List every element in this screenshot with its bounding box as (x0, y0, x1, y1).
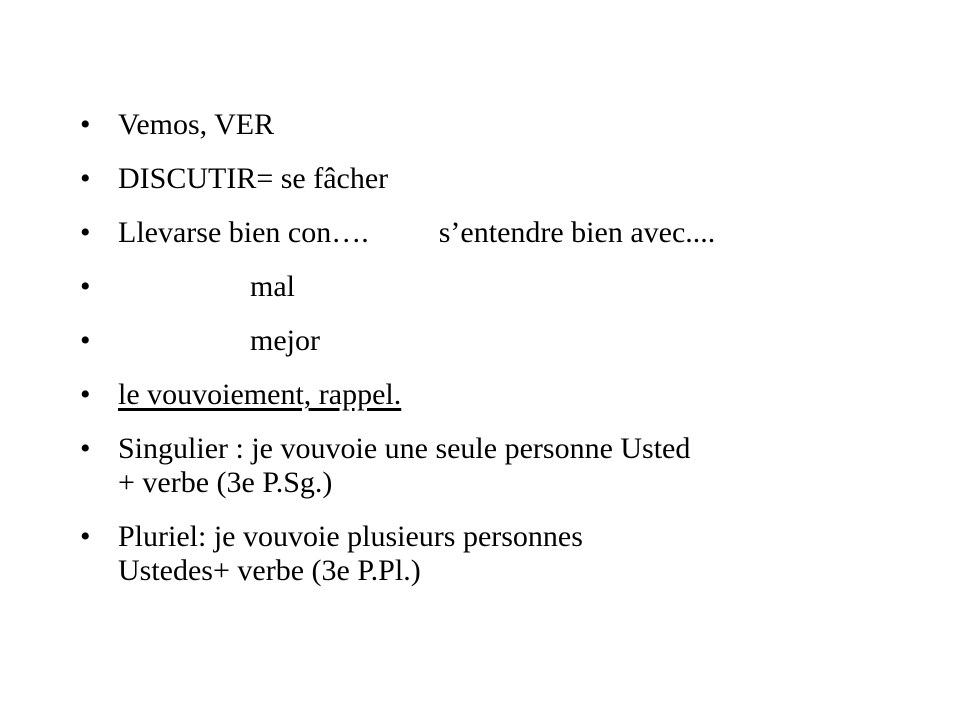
bullet-marker: • (80, 216, 91, 249)
item-text-line1: Pluriel: je vouvoie plusieurs personnes (118, 520, 583, 553)
list-item (80, 162, 900, 196)
list-item (80, 520, 900, 588)
bullet-marker: • (80, 108, 91, 141)
list-item (80, 108, 900, 142)
item-text-left: Llevarse bien con…. (118, 216, 369, 249)
item-text: mal (250, 270, 295, 303)
item-text-line1: Singulier : je vouvoie une seule personne Usted (118, 432, 691, 465)
bullet-marker: • (80, 162, 91, 195)
item-text: Vemos, VER (118, 108, 275, 141)
item-text-underlined: le vouvoiement, rappel. (118, 378, 402, 411)
item-text: mejor (250, 324, 320, 357)
bullet-marker: • (80, 432, 91, 465)
list-item (80, 432, 900, 500)
list-item (80, 216, 900, 250)
bullet-marker: • (80, 324, 91, 357)
item-text-line2: + verbe (3e P.Sg.) (118, 466, 333, 499)
list-item (80, 270, 900, 304)
item-text-right: s’entendre bien avec.... (438, 216, 716, 249)
list-item (80, 324, 900, 358)
item-text-line2: Ustedes+ verbe (3e P.Pl.) (118, 554, 421, 587)
bullet-list (80, 108, 900, 608)
bullet-marker: • (80, 378, 91, 411)
list-item (80, 378, 900, 412)
item-text: DISCUTIR= se fâcher (118, 162, 389, 195)
bullet-marker: • (80, 520, 91, 553)
bullet-marker: • (80, 270, 91, 303)
